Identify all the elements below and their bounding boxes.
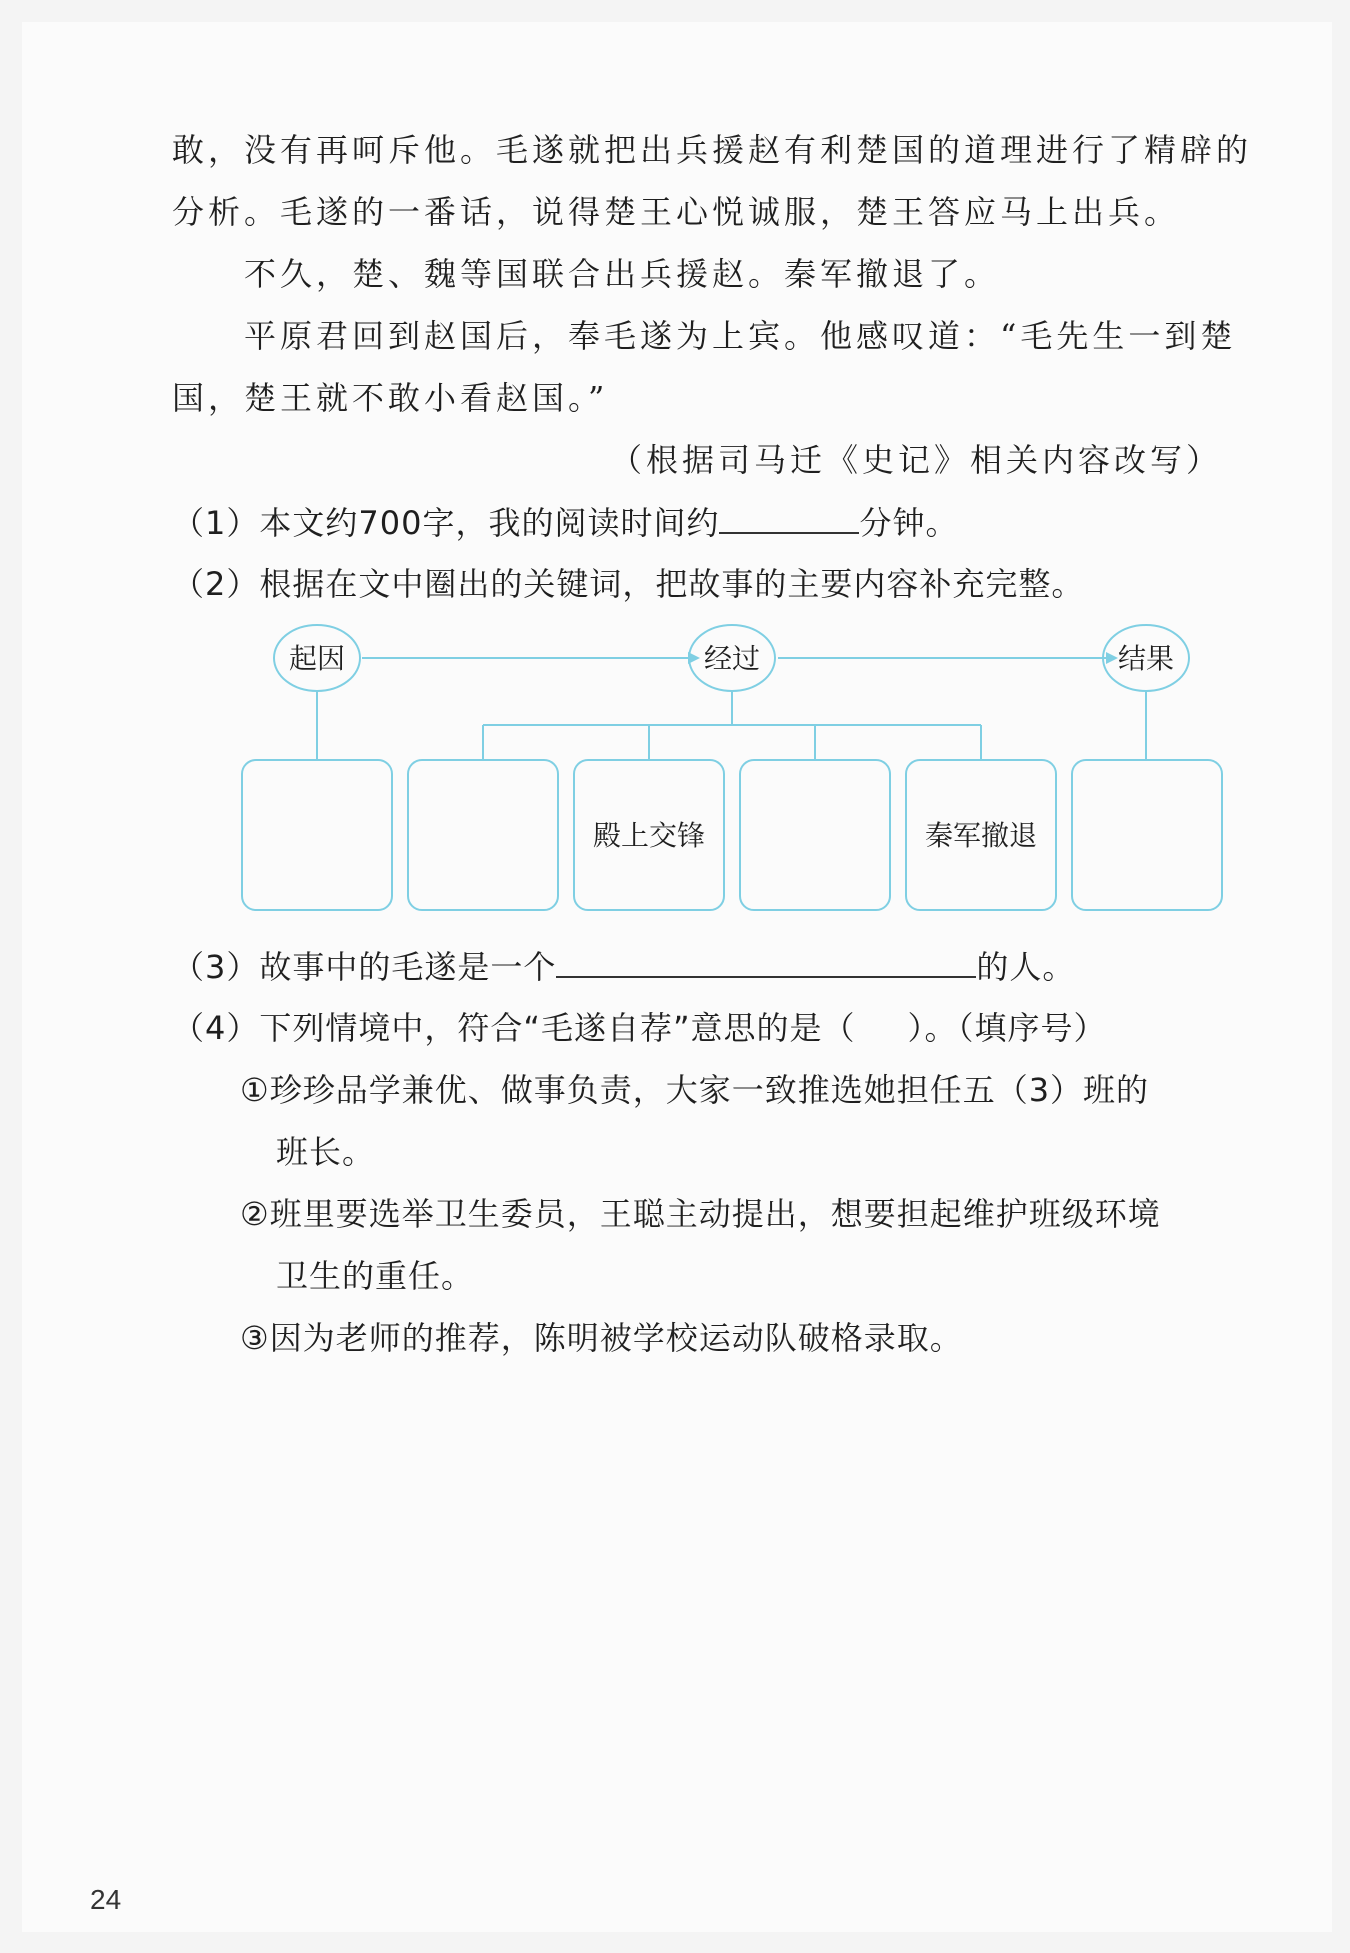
- box-label-5: 秦军撤退: [924, 819, 1038, 852]
- page-number: 24: [90, 1884, 122, 1915]
- question-3-prefix: （3）故事中的毛遂是一个: [172, 948, 557, 986]
- question-1-prefix: （1）本文约700字，我的阅读时间约: [172, 504, 720, 542]
- question-2: （2）根据在文中圈出的关键词，把故事的主要内容补充完整。: [172, 565, 1085, 603]
- option-2-line-1: ②班里要选举卫生委员，王聪主动提出，想要担起维护班级环境: [240, 1195, 1161, 1233]
- stage-result-label: 结果: [1117, 642, 1175, 675]
- box-label-3: 殿上交锋: [592, 819, 706, 852]
- answer-box-cause: [242, 760, 392, 910]
- option-3: ③因为老师的推荐，陈明被学校运动队破格录取。: [240, 1319, 963, 1357]
- question-1-suffix: 分钟。: [859, 504, 959, 542]
- question-4-prefix: （4）下列情境中，符合“毛遂自荐”意思的是（: [172, 1009, 856, 1047]
- answer-box-process-3: [740, 760, 890, 910]
- passage-line-5: 国，楚王就不敢小看赵国。”: [172, 379, 609, 417]
- question-3: [172, 946, 1075, 987]
- question-4: [172, 1008, 1107, 1048]
- arrowhead-result: [1106, 652, 1118, 664]
- passage-line-1: 敢，没有再呵斥他。毛遂就把出兵援赵有利楚国的道理进行了精辟的: [172, 131, 1253, 169]
- passage-line-3: 不久，楚、魏等国联合出兵援赵。秦军撤退了。: [244, 255, 1001, 293]
- option-2-line-2: 卫生的重任。: [276, 1257, 475, 1295]
- passage-source: （根据司马迁《史记》相关内容改写）: [609, 441, 1222, 479]
- stage-cause-label: 起因: [288, 642, 346, 675]
- answer-box-result: [1072, 760, 1222, 910]
- stage-process-label: 经过: [703, 642, 761, 675]
- character-trait-blank[interactable]: [556, 946, 976, 978]
- question-3-suffix: 的人。: [976, 948, 1076, 986]
- passage-line-4: 平原君回到赵国后，奉毛遂为上宾。他感叹道：“毛先生一到楚: [244, 317, 1237, 355]
- option-1-line-2: 班长。: [276, 1133, 376, 1171]
- option-1-line-1: ①珍珍品学兼优、做事负责，大家一致推选她担任五（3）班的: [240, 1071, 1150, 1109]
- answer-box-process-1: [408, 760, 558, 910]
- question-4-suffix: ）。（填序号）: [907, 1009, 1107, 1047]
- passage-line-2: 分析。毛遂的一番话，说得楚王心悦诚服，楚王答应马上出兵。: [172, 193, 1181, 231]
